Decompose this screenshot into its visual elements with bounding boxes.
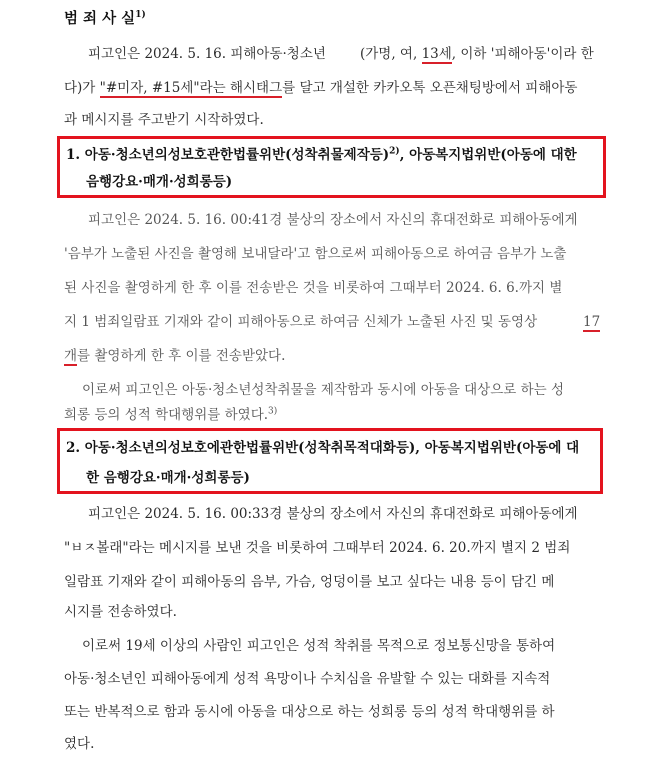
intro-text: 를 달고 개설한 카카오톡 오픈채팅방에서 피해아동 [282, 80, 578, 96]
body-text: 아동·청소년인 피해아동에게 성적 욕망이나 수치심을 유발할 수 있는 대화를 지속적 [64, 671, 551, 687]
section2-p2-line-2 [64, 669, 550, 689]
title-footnote: 1) [135, 10, 146, 21]
intro-text: 피고인은 2024. 5. 16. 피해아동·청소년 [88, 46, 326, 62]
section1-heading-line-1 [66, 145, 577, 165]
section1-heading: , 아동복지법위반(아동에 대한 [399, 147, 577, 163]
section1-p1-count [583, 312, 600, 332]
intro-line-3 [64, 110, 264, 130]
intro-line-1 [88, 44, 326, 64]
intro-line-2 [64, 78, 577, 98]
intro-text: 다)가 [64, 80, 96, 96]
body-text: 였다. [64, 736, 95, 752]
section2-p2-line-1 [82, 636, 555, 656]
body-text: 이로써 피고인은 아동·청소년성착취물을 제작함과 동시에 아동을 대상으로 하는 성 [82, 382, 565, 398]
count-unit-underlined: 개 [64, 348, 78, 364]
body-text: 를 촬영하게 한 후 이를 전송받았다. [77, 348, 286, 364]
body-text: 지 1 범죄일람표 기재와 같이 피해아동으로 하여금 신체가 노출된 사진 및 동영상 [64, 314, 538, 330]
section1-p1-line-2 [64, 244, 566, 264]
age-underlined: 13세 [421, 46, 452, 62]
intro-text: , 이하 '피해아동'이라 한 [451, 46, 594, 62]
body-text: 된 사진을 촬영하게 한 후 이를 전송받은 것을 비롯하여 그때부터 2024. 6. 6.까지 별 [64, 280, 563, 296]
section1-heading: 1. 아동·청소년의성보호관한법률위반(성착취물제작등) [66, 147, 390, 163]
section2-p1-line-4 [64, 602, 177, 622]
section1-heading-line-2 [86, 172, 232, 192]
intro-text: (가명, 여, [360, 46, 418, 62]
page-title [64, 9, 146, 29]
intro-text: 과 메시지를 주고받기 시작하였다. [64, 112, 264, 128]
section2-p1-line-1 [88, 504, 578, 524]
title-text: 범 죄 사 실 [64, 10, 136, 27]
section1-p1-line-5 [64, 346, 285, 366]
section2-heading: 한 음행강요·매개·성희롱등) [86, 470, 250, 486]
hashtag-underlined: "#미자, #15세"라는 해시태그 [99, 80, 283, 96]
section1-p2-line-2 [64, 405, 277, 425]
section1-p1-line-1 [88, 210, 578, 230]
section1-p1-line-3 [64, 278, 562, 298]
body-text: 시지를 전송하였다. [64, 604, 177, 620]
section1-p2-line-1 [82, 380, 564, 400]
section2-heading-line-1 [66, 438, 579, 458]
section2-p1-line-3 [64, 572, 554, 592]
section1-p1-line-4 [64, 312, 537, 332]
body-text: "ㅂㅈ볼래"라는 메시지를 보낸 것을 비롯하여 그때부터 2024. 6. 20.까지 별지 2 범죄 [64, 540, 571, 556]
body-text: 이로써 19세 이상의 사람인 피고인은 성적 착취를 목적으로 정보통신망을 통하여 [82, 638, 556, 654]
section2-p2-line-4 [64, 734, 94, 754]
body-text: 피고인은 2024. 5. 16. 00:41경 불상의 장소에서 자신의 휴대전화로 피해아동에게 [88, 212, 578, 228]
section2-p2-line-3 [64, 702, 555, 722]
section1-heading: 음행강요·매개·성희롱등) [86, 174, 233, 190]
section2-p1-line-2 [64, 538, 570, 558]
body-text: 일람표 기재와 같이 피해아동의 음부, 가슴, 엉덩이를 보고 싶다는 내용 등이 담긴 메 [64, 574, 555, 590]
count-underlined: 17 [583, 314, 601, 330]
body-text: 또는 반복적으로 함과 동시에 아동을 대상으로 하는 성희롱 등의 성적 학대행위를 하 [64, 704, 555, 720]
section1-footnote: 3) [268, 406, 278, 417]
section1-footnote: 2) [389, 146, 400, 157]
body-text: 희롱 등의 성적 학대행위를 하였다. [64, 407, 269, 423]
section2-heading: 2. 아동·청소년의성보호에관한법률위반(성착취목적대화등), 아동복지법위반(아동에 대 [66, 440, 580, 456]
intro-line-1b [360, 44, 594, 64]
body-text: 피고인은 2024. 5. 16. 00:33경 불상의 장소에서 자신의 휴대전화로 피해아동에게 [88, 506, 578, 522]
body-text: '음부가 노출된 사진을 촬영해 보내달라'고 함으로써 피해아동으로 하여금 음부가 노출 [64, 246, 567, 262]
section2-heading-line-2 [86, 468, 250, 488]
